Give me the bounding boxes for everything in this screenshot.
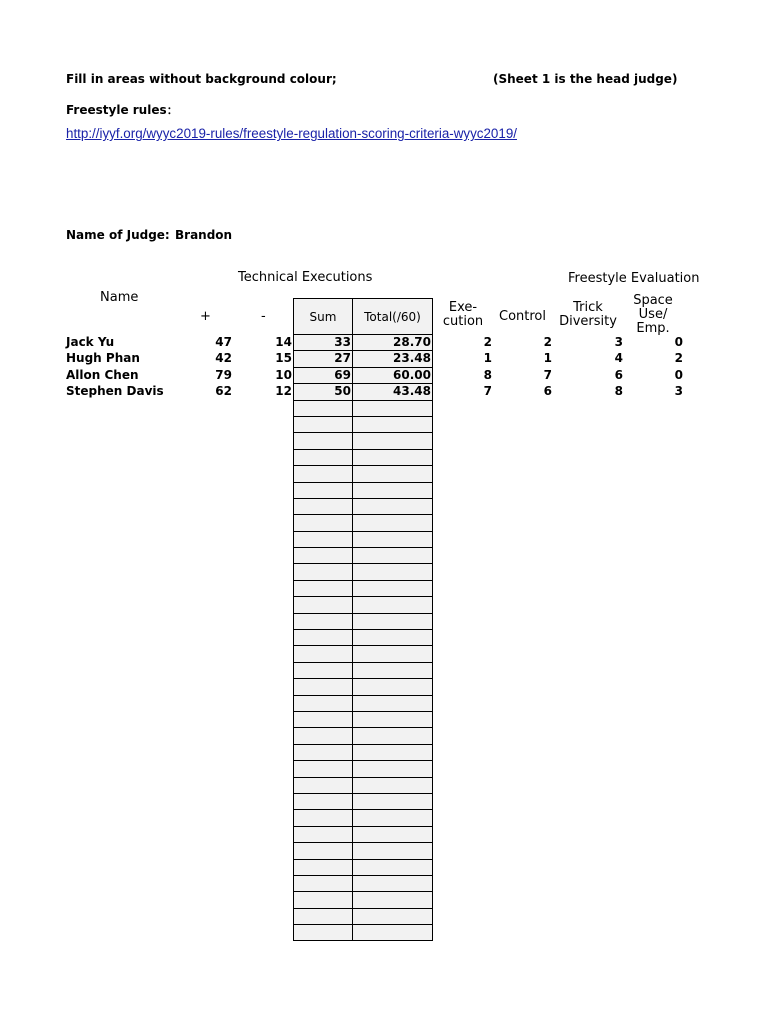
total-cell[interactable] (352, 843, 433, 859)
sum-cell[interactable] (293, 581, 352, 597)
sum-cell[interactable] (293, 794, 352, 810)
total-cell[interactable] (352, 663, 433, 679)
sum-cell[interactable]: 50 (293, 384, 352, 400)
total-cell[interactable]: 28.70 (352, 335, 433, 351)
total-cell[interactable] (352, 466, 433, 482)
total-cell[interactable] (352, 499, 433, 515)
empty-table-row (293, 581, 433, 597)
empty-table-row (293, 450, 433, 466)
empty-table-row (293, 761, 433, 777)
col-header-execution: Exe-cution (442, 300, 484, 329)
col-header-minus: - (261, 309, 266, 324)
total-cell[interactable]: 60.00 (352, 368, 433, 384)
control-score[interactable]: 6 (543, 384, 552, 399)
competitor-name[interactable]: Stephen Davis (66, 384, 164, 399)
empty-table-row (293, 548, 433, 564)
judge-name: Brandon (175, 228, 233, 242)
trick-diversity-score[interactable]: 4 (614, 351, 623, 366)
table-row (293, 335, 433, 351)
empty-table-row (293, 860, 433, 876)
competitor-name[interactable]: Hugh Phan (66, 351, 140, 366)
control-score[interactable]: 2 (543, 335, 552, 349)
total-cell[interactable] (352, 433, 433, 449)
empty-table-row (293, 925, 433, 941)
total-cell[interactable] (352, 745, 433, 761)
total-cell[interactable] (352, 761, 433, 777)
empty-table-row (293, 663, 433, 679)
total-cell[interactable] (352, 450, 433, 466)
sum-cell[interactable] (293, 515, 352, 531)
total-cell[interactable] (352, 712, 433, 728)
sum-cell[interactable] (293, 679, 352, 695)
execution-score[interactable]: 1 (483, 351, 492, 366)
empty-table-row (293, 827, 433, 843)
empty-table-row (293, 876, 433, 892)
sum-cell[interactable] (293, 909, 352, 925)
sum-cell[interactable]: 69 (293, 368, 352, 384)
sum-cell[interactable] (293, 564, 352, 580)
total-cell[interactable]: 23.48 (352, 351, 433, 367)
sum-cell[interactable] (293, 925, 352, 941)
empty-table-row (293, 614, 433, 630)
total-cell[interactable] (352, 532, 433, 548)
freestyle-evaluation-header: Freestyle Evaluation (568, 271, 700, 286)
plus-score[interactable]: 47 (215, 335, 232, 349)
table-row (293, 368, 433, 384)
col-header-trick-diversity: Trick Diversity (559, 300, 617, 329)
minus-score[interactable]: 12 (275, 384, 292, 399)
minus-score[interactable]: 10 (275, 367, 292, 382)
total-cell[interactable] (352, 892, 433, 908)
technical-executions-header: Technical Executions (238, 270, 373, 285)
trick-diversity-score[interactable]: 6 (614, 367, 623, 382)
empty-table-row (293, 564, 433, 580)
empty-table-row (293, 794, 433, 810)
space-use-score[interactable]: 3 (674, 384, 683, 399)
sum-cell[interactable] (293, 745, 352, 761)
col-header-plus: + (200, 309, 211, 324)
minus-score[interactable]: 14 (275, 335, 292, 349)
empty-table-row (293, 532, 433, 548)
sum-cell[interactable] (293, 630, 352, 646)
empty-table-row (293, 712, 433, 728)
total-cell[interactable] (352, 646, 433, 662)
total-cell[interactable] (352, 614, 433, 630)
trick-diversity-score[interactable]: 8 (614, 384, 623, 399)
sum-cell[interactable] (293, 433, 352, 449)
sum-cell[interactable] (293, 614, 352, 630)
empty-table-row (293, 466, 433, 482)
execution-score[interactable]: 8 (483, 367, 492, 382)
empty-table-row (293, 401, 433, 417)
sum-cell[interactable] (293, 810, 352, 826)
sum-cell[interactable] (293, 778, 352, 794)
total-cell[interactable] (352, 925, 433, 941)
col-header-sum: Sum (293, 298, 352, 335)
empty-table-row (293, 745, 433, 761)
col-header-total: Total(/60) (352, 298, 433, 335)
execution-score[interactable]: 2 (483, 335, 492, 349)
head-judge-note: (Sheet 1 is the head judge) (493, 72, 678, 86)
competitor-name[interactable]: Allon Chen (66, 367, 139, 382)
empty-table-row (293, 909, 433, 925)
sum-cell[interactable] (293, 597, 352, 613)
total-cell[interactable] (352, 860, 433, 876)
sum-cell[interactable] (293, 712, 352, 728)
total-cell[interactable] (352, 417, 433, 433)
total-cell[interactable] (352, 696, 433, 712)
sum-cell[interactable] (293, 417, 352, 433)
sum-cell[interactable] (293, 401, 352, 417)
sum-cell[interactable] (293, 499, 352, 515)
grid-body (293, 335, 433, 941)
sum-cell[interactable] (293, 728, 352, 744)
total-cell[interactable] (352, 876, 433, 892)
sum-cell[interactable] (293, 761, 352, 777)
sum-cell[interactable] (293, 532, 352, 548)
judge-label: Name of Judge: (66, 228, 170, 242)
empty-table-row (293, 630, 433, 646)
space-use-score[interactable]: 0 (674, 335, 683, 349)
empty-table-row (293, 810, 433, 826)
empty-table-row (293, 499, 433, 515)
sum-cell[interactable] (293, 663, 352, 679)
rules-link[interactable]: http://iyyf.org/wyyc2019-rules/freestyle-regulation-scoring-criteria-wyyc2019/ (66, 126, 517, 141)
empty-table-row (293, 597, 433, 613)
total-cell[interactable] (352, 483, 433, 499)
sum-cell[interactable] (293, 483, 352, 499)
sum-cell[interactable] (293, 843, 352, 859)
empty-table-row (293, 843, 433, 859)
minus-score[interactable]: 15 (275, 351, 292, 366)
col-header-control: Control (499, 309, 546, 324)
table-row (293, 351, 433, 367)
total-cell[interactable] (352, 548, 433, 564)
total-cell[interactable] (352, 597, 433, 613)
execution-score[interactable]: 7 (483, 384, 492, 399)
total-cell[interactable] (352, 679, 433, 695)
sum-cell[interactable] (293, 892, 352, 908)
empty-table-row (293, 778, 433, 794)
total-cell[interactable] (352, 581, 433, 597)
scoring-grid (293, 298, 433, 941)
empty-table-row (293, 679, 433, 695)
sum-cell[interactable] (293, 646, 352, 662)
total-cell[interactable] (352, 401, 433, 417)
empty-table-row (293, 433, 433, 449)
total-cell[interactable] (352, 810, 433, 826)
plus-score[interactable]: 62 (215, 384, 232, 399)
sum-cell[interactable] (293, 466, 352, 482)
empty-table-row (293, 892, 433, 908)
total-cell[interactable] (352, 794, 433, 810)
grid-header-row (293, 298, 433, 335)
sum-cell[interactable] (293, 827, 352, 843)
col-header-space-use: Space Use/ Emp. (633, 293, 673, 336)
rules-label: Freestyle rules： (66, 103, 179, 117)
space-use-score[interactable]: 0 (674, 367, 683, 382)
total-cell[interactable] (352, 909, 433, 925)
empty-table-row (293, 646, 433, 662)
control-score[interactable]: 7 (543, 367, 552, 382)
total-cell[interactable] (352, 564, 433, 580)
table-row (293, 384, 433, 400)
col-header-name: Name (100, 290, 139, 305)
sum-cell[interactable]: 27 (293, 351, 352, 367)
sum-cell[interactable] (293, 876, 352, 892)
empty-table-row (293, 483, 433, 499)
sum-cell[interactable] (293, 548, 352, 564)
competitor-name[interactable]: Jack Yu (66, 335, 115, 349)
sum-cell[interactable] (293, 450, 352, 466)
empty-table-row (293, 696, 433, 712)
empty-table-row (293, 515, 433, 531)
total-cell[interactable] (352, 778, 433, 794)
fill-instruction: Fill in areas without background colour; (66, 72, 337, 86)
plus-score[interactable]: 79 (215, 367, 232, 382)
plus-score[interactable]: 42 (215, 351, 232, 366)
empty-table-row (293, 728, 433, 744)
sum-cell[interactable]: 33 (293, 335, 352, 351)
sum-cell[interactable] (293, 860, 352, 876)
total-cell[interactable]: 43.48 (352, 384, 433, 400)
total-cell[interactable] (352, 827, 433, 843)
sum-cell[interactable] (293, 696, 352, 712)
total-cell[interactable] (352, 515, 433, 531)
total-cell[interactable] (352, 728, 433, 744)
control-score[interactable]: 1 (543, 351, 552, 366)
space-use-score[interactable]: 2 (674, 351, 683, 366)
total-cell[interactable] (352, 630, 433, 646)
empty-table-row (293, 417, 433, 433)
trick-diversity-score[interactable]: 3 (614, 335, 623, 349)
